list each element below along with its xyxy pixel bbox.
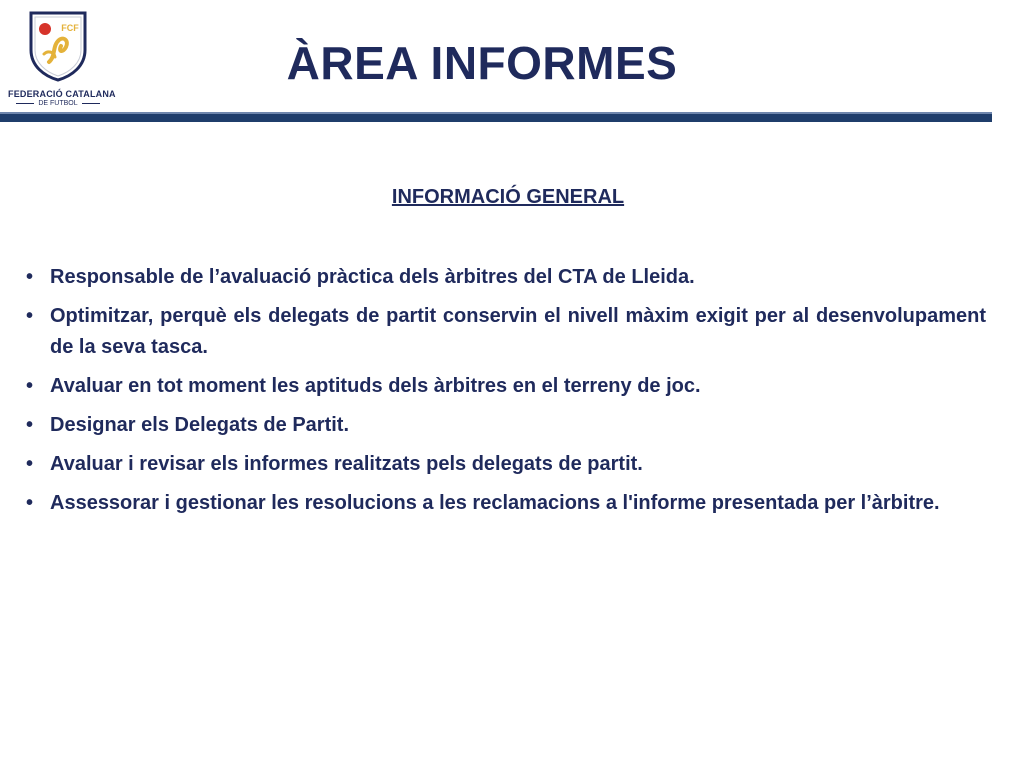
page-title: ÀREA INFORMES <box>286 37 678 89</box>
bullet-dot-icon: • <box>26 453 34 475</box>
bullet-text: Responsable de l’avaluació pràctica dels àrbitres del CTA de Lleida. <box>50 266 695 288</box>
logo-name-line2-text: DE FUTBOL <box>38 100 78 107</box>
bullet-item <box>26 371 986 402</box>
logo-right-rule <box>82 103 100 104</box>
bullet-text: Avaluar en tot moment les aptituds dels àrbitres en el terreny de joc. <box>50 375 701 397</box>
bullet-dot-icon: • <box>26 305 34 327</box>
bullet-item <box>26 410 986 441</box>
title-divider <box>0 114 992 122</box>
bullet-text: Assessorar i gestionar les resolucions a les reclamacions a l'informe presentada per l’àrbitre. <box>50 492 940 514</box>
bullet-dot-icon: • <box>26 266 34 288</box>
bullet-item <box>26 301 986 363</box>
bullet-dot-icon: • <box>26 375 34 397</box>
bullet-item <box>26 262 986 293</box>
logo-name-line1: FEDERACIÓ CATALANA <box>8 89 116 99</box>
bullet-list <box>26 262 986 527</box>
logo-name-line2 <box>8 100 108 107</box>
logo-shield-text: FCF <box>61 23 79 33</box>
bullet-text: Avaluar i revisar els informes realitzats pels delegats de partit. <box>50 453 643 475</box>
bullet-item <box>26 449 986 480</box>
bullet-text: Optimitzar, perquè els delegats de partit conservin el nivell màxim exigit per al desenvolupament de la seva tasca. <box>50 305 986 358</box>
bullet-dot-icon: • <box>26 492 34 514</box>
logo-left-rule <box>16 103 34 104</box>
bullet-item <box>26 488 986 519</box>
section-heading: INFORMACIÓ GENERAL <box>391 186 625 208</box>
bullet-text: Designar els Delegats de Partit. <box>50 414 350 436</box>
bullet-dot-icon: • <box>26 414 34 436</box>
